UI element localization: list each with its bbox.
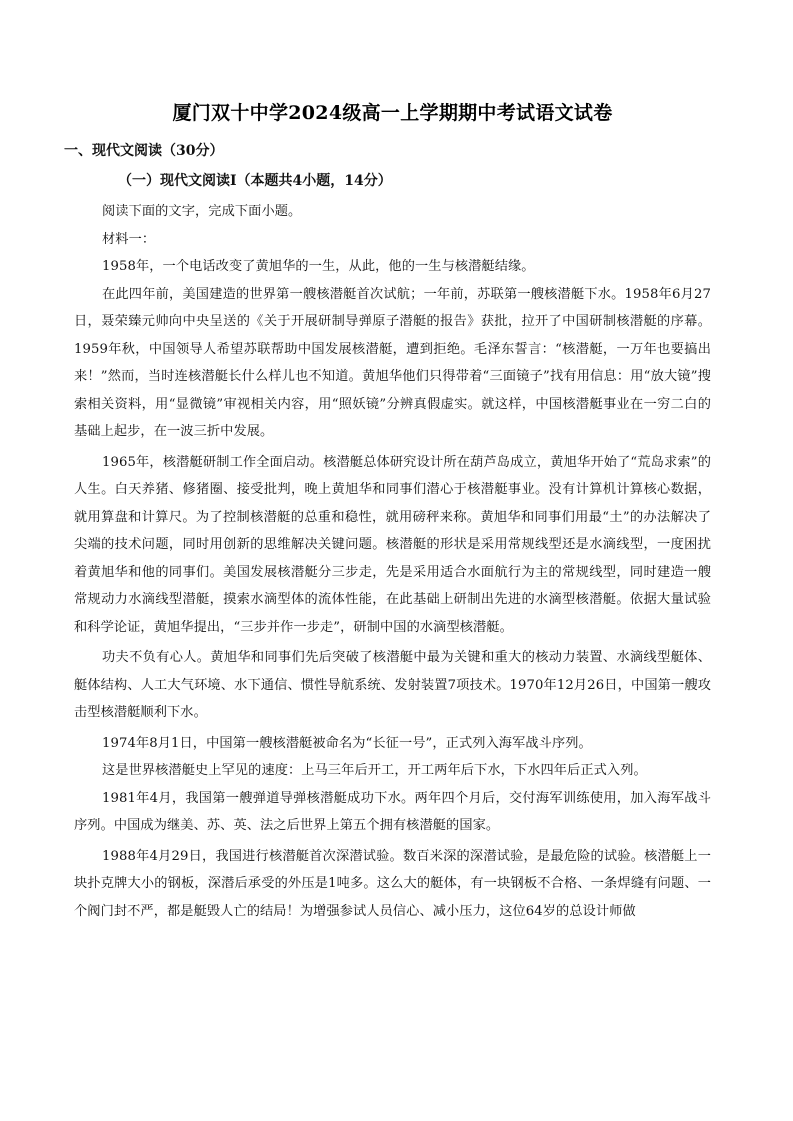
body-paragraph: 1981年4月，我国第一艘弹道导弹核潜艇成功下水。两年四个月后，交付海军训练使用，加入海军战斗序列。中国成为继美、苏、英、法之后世界上第五个拥有核潜艇的国家。 — [74, 790, 711, 833]
section-heading: 一、现代文阅读（30分） — [64, 143, 224, 159]
body-paragraph: 这是世界核潜艇史上罕见的速度：上马三年后开工，开工两年后下水，下水四年后正式入列。 — [102, 763, 647, 778]
subsection-heading: （一）现代文阅读Ⅰ（本题共4小题，14分） — [118, 173, 392, 189]
instruction-paragraph: 阅读下面的文字，完成下面小题。 — [102, 204, 302, 219]
exam-title: 厦门双十中学2024级高一上学期期中考试语文试卷 — [172, 102, 613, 124]
body-paragraph: 1974年8月1日，中国第一艘核潜艇被命名为“长征一号”，正式列入海军战斗序列。 — [102, 735, 592, 751]
body-paragraph: 1965年，核潜艇研制工作全面启动。核潜艇总体研究设计所在葫芦岛成立，黄旭华开始了“荒岛求索”的人生。白天养猪、修猪圈、接受批判，晚上黄旭华和同事们潜心于核潜艇事业。没有计算机计算核心数据，就用算盘和计算尺。为了控制核潜艇的总重和稳性，就用磅秤来称。黄旭华和同事们用最“土”的办法解决了尖端的技术问题，同时用创新的思维解决关键问题。核潜艇的形状是采用常规线型还是水滴线型，一度困扰着黄旭华和他的同事们。美国发展核潜艇分三步走，先是采用适合水面航行为主的常规线型，同时建造一艘常规动力水滴线型潜艇，摸索水滴型体的流体性能，在此基础上研制出先进的水滴型核潜艇。依据大量试验和科学论证，黄旭华提出，“三步并作一步走”，研制中国的水滴型核潜艇。 — [74, 454, 711, 635]
body-paragraph: 在此四年前，美国建造的世界第一艘核潜艇首次试航；一年前，苏联第一艘核潜艇下水。1958年6月27日，聂荣臻元帅向中央呈送的《关于开展研制导弹原子潜艇的报告》获批，拉开了中国研制核潜艇的序幕。1959年秋，中国领导人希望苏联帮助中国发展核潜艇，遭到拒绝。毛泽东誓言：“核潜艇，一万年也要搞出来！”然而，当时连核潜艇长什么样儿也不知道。黄旭华他们只得带着“三面镜子”找有用信息：用“放大镜”搜索相关资料，用“显微镜”审视相关内容，用“照妖镜”分辨真假虚实。就这样，中国核潜艇事业在一穷二白的基础上起步，在一波三折中发展。 — [74, 286, 711, 439]
material-label: 材料一： — [102, 231, 156, 247]
body-paragraph: 1988年4月29日，我国进行核潜艇首次深潜试验。数百米深的深潜试验，是最危险的试验。核潜艇上一块扑克牌大小的钢板，深潜后承受的外压是1吨多。这么大的艇体，有一块钢板不合格、一条焊缝有问题、一个阀门封不严，都是艇毁人亡的结局！为增强参试人员信心、减小压力，这位64岁的总设计师做 — [74, 848, 711, 919]
body-paragraph: 1958年，一个电话改变了黄旭华的一生，从此，他的一生与核潜艇结缘。 — [102, 259, 535, 274]
body-paragraph: 功夫不负有心人。黄旭华和同事们先后突破了核潜艇中最为关键和重大的核动力装置、水滴线型艇体、艇体结构、人工大气环境、水下通信、惯性导航系统、发射装置7项技术。1970年12月26日，中国第一艘攻击型核潜艇顺利下水。 — [74, 650, 711, 720]
